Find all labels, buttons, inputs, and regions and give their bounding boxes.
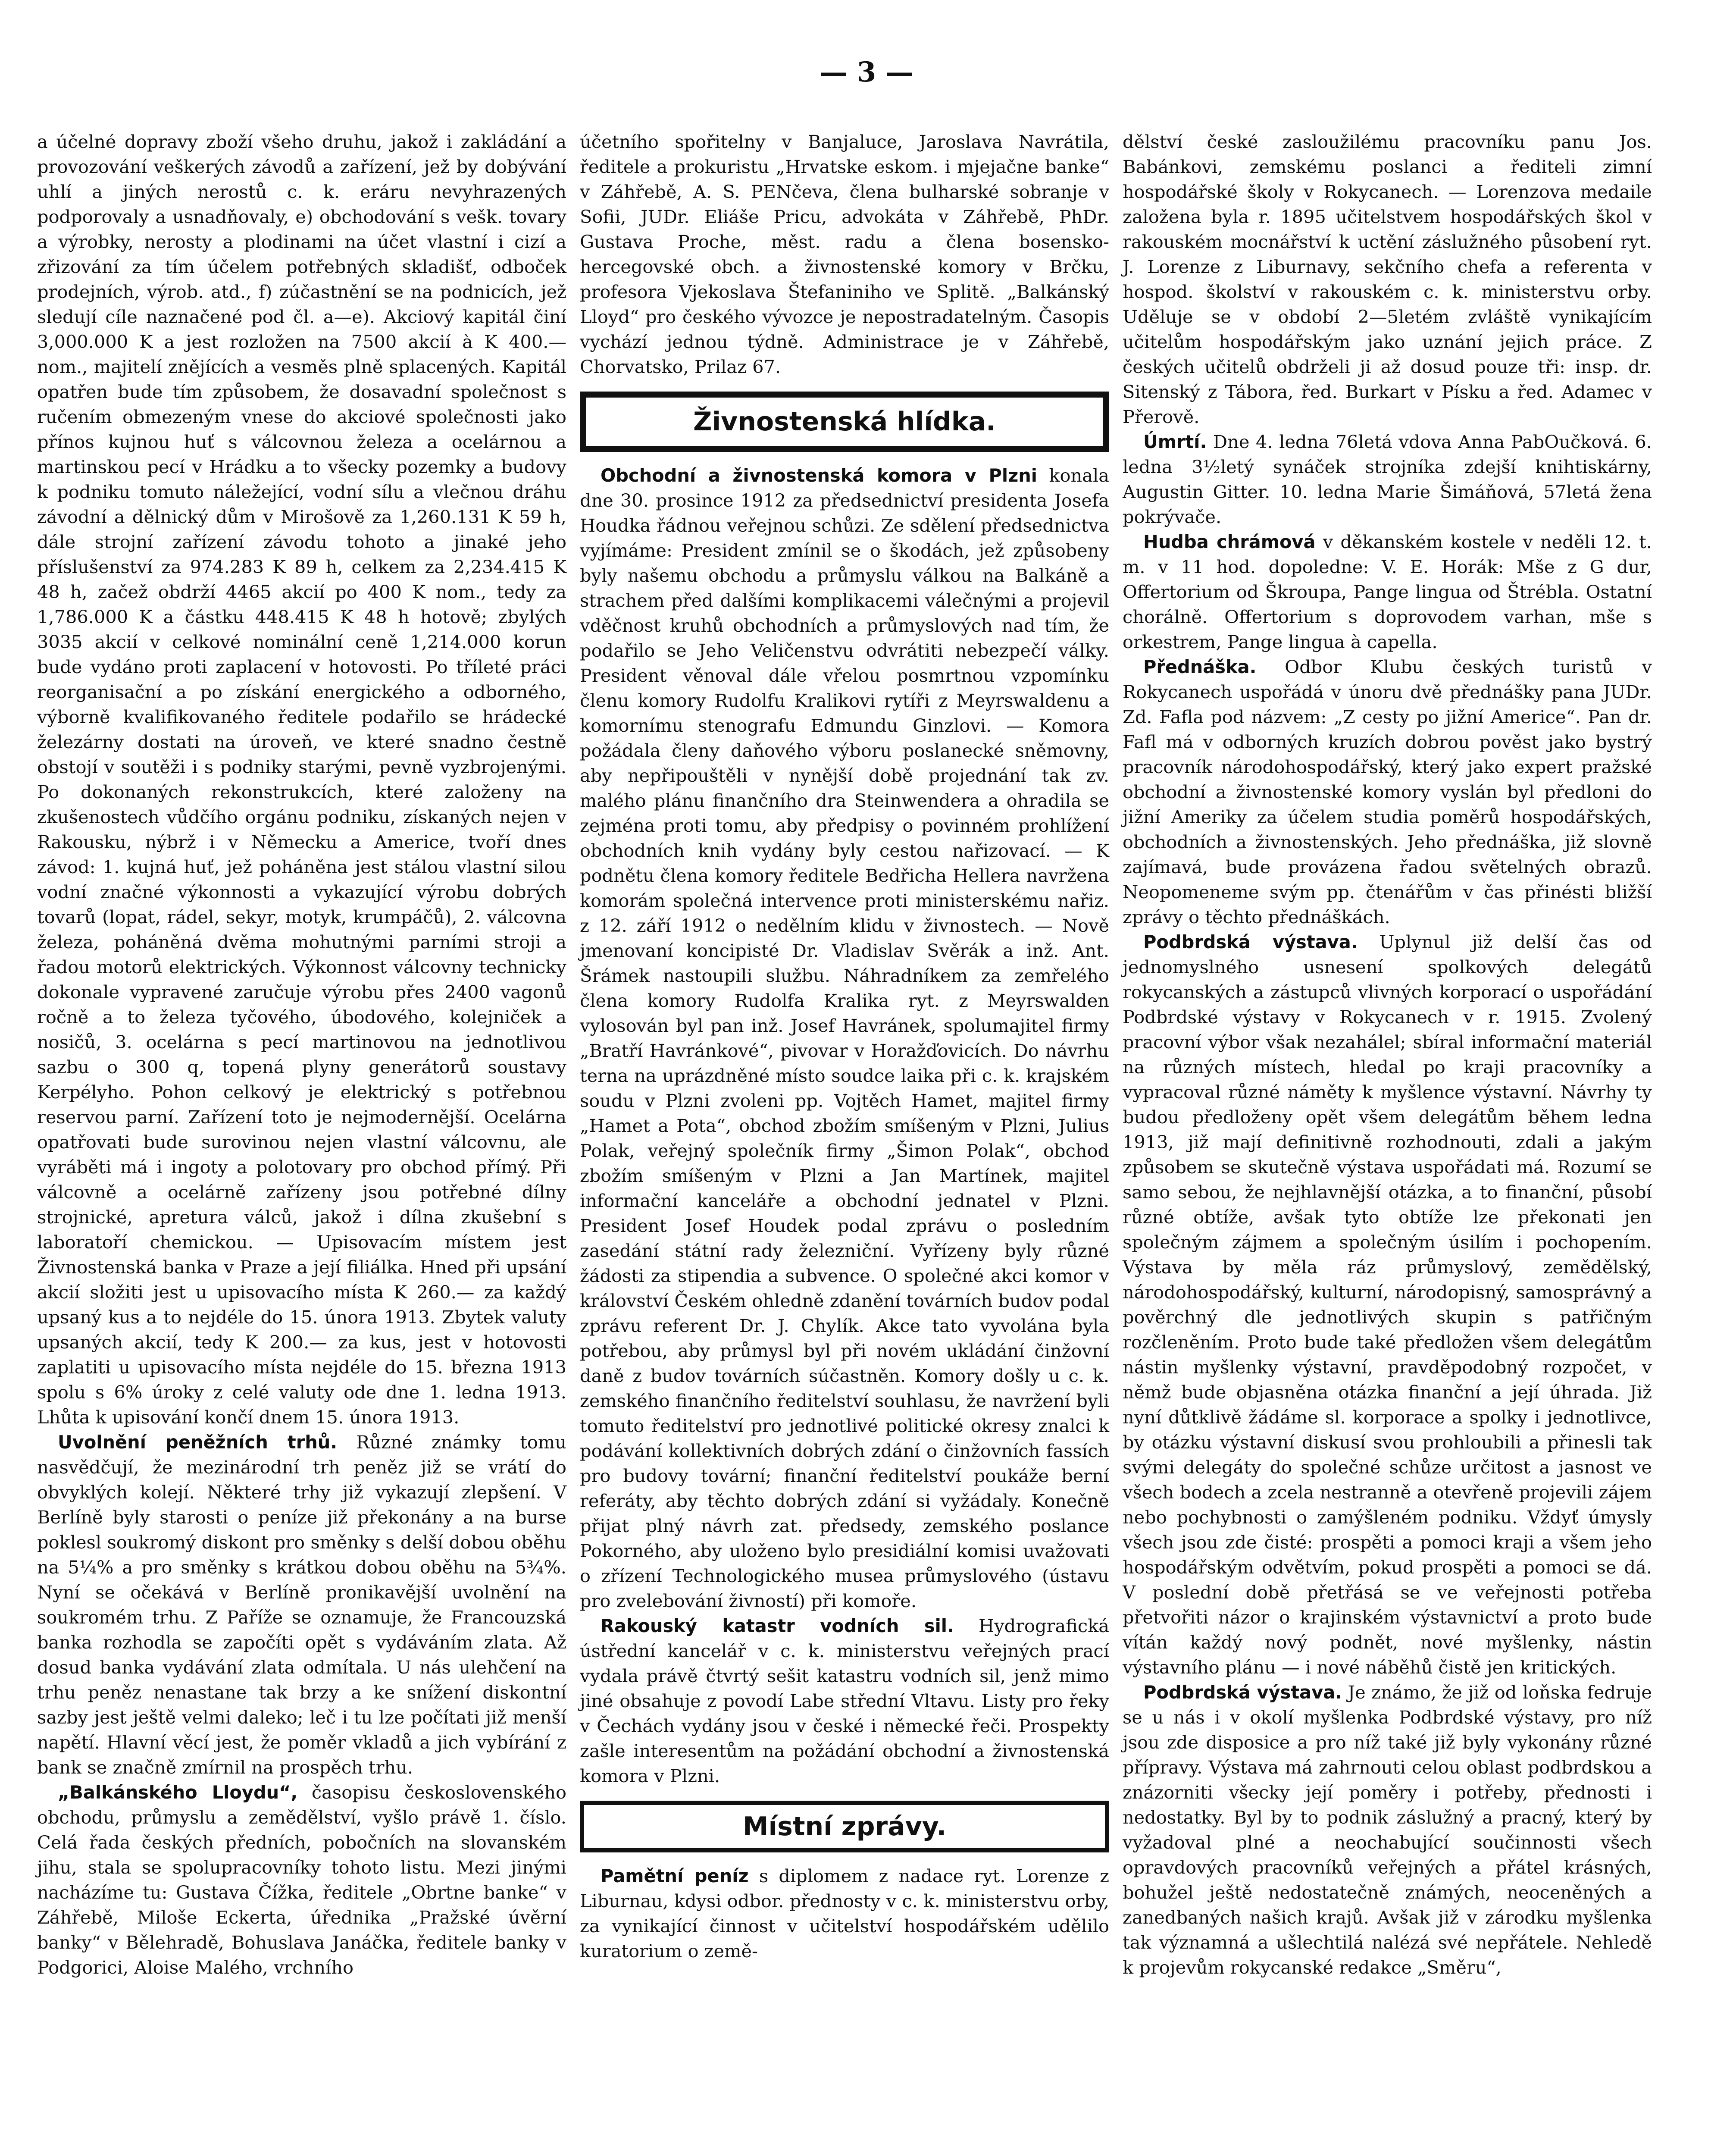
article-lead: Hudba chrámová — [1143, 531, 1316, 552]
article-paragraph — [1123, 930, 1652, 1680]
article-text: Hydrografická ústřední kancelář v c. k. ministerstvu veřejných prací vydala právě čtvrtý sešit katastru vodních sil, jenž mimo jiné obsahuje z povodí Labe střední Vltavu. Listy pro řeky v Čechách vydány jsou v české i německé řeči. Prospekty zašle interesentům na požádání obchodní a živnostenská komora v Plzni. — [580, 1615, 1109, 1786]
article-lead: Obchodní a živnostenská komora v Plzni — [601, 465, 1038, 486]
article-paragraph — [580, 1864, 1109, 1964]
article-paragraph: účetního spořitelny v Banjaluce, Jaroslava Navrátila, ředitele a prokuristu „Hrvatske eskom. i mjejačne banke“ v Záhřebě, A. S. PENčeva, člena bulharské sobranje v Sofii, JUDr. Eliáše Pricu, advokáta v Záhřebě, PhDr. Gustava Proche, měst. radu a člena bosensko-hercegovské obch. a živnostenské komory v Brčku, profesora Vjekoslava Štefaniniho ve Splitě. „Balkánský Lloyd“ pro českého vývozce je nepostradatelným. Časopis vychází jednou týdně. Administrace je v Záhřebě, Chorvatsko, Prilaz 67. — [580, 131, 1109, 377]
article-text: s diplomem z nadace ryt. Lorenze z Liburnau, kdysi odbor. přednosty v c. k. ministerstvu orby, za vynikající činnost v učitelství hospodářském udělilo kuratorium o země- — [580, 1865, 1109, 1962]
article-paragraph — [37, 1780, 566, 1980]
article-paragraph: a účelné dopravy zboží všeho druhu, jakož i zakládání a provozování veškerých závodů a zařízení, jež by dobývání uhlí a jiných nerostů c. k. eráru nevyhrazených podporovaly a usnadňovaly, e) obchodování s vešk. tovary a výrobky, nerosty a plodinami na účet vlastní i cizí a zřizování za tím účelem potřebných skladišť, odboček prodejních, výrob. atd., f) zúčastnění se na podnicích, jež sledují cíle naznačené pod čl. a—e). Akciový kapitál činí 3,000.000 K a jest rozložen na 7500 akcií à K 400.— nom., majitelí znějících a vesměs plně splacených. Kapitál opatřen bude tím způsobem, že dosavadní společnost s ručením obmezeným vnese do akciové společnosti jako přínos kujnou huť s válcovnou železa a ocelárnou a martinskou pecí v Hrádku a to všecky pozemky a budovy k podniku tomuto náležející, vodní sílu a vlečnou dráhu závodní a dělnický dům v Mirošově za 1,260.131 K 59 h, dále strojní zařízení závodu tohoto a jinaké jeho příslušenství za 974.283 K 89 h, celkem za 2,234.415 K 48 h, začež obdrží 4465 akcií po 400 K nom., tedy za 1,786.000 K a částku 448.415 K 48 h hotově; zbylých 3035 akcií v celkové nominální ceně 1,214.000 korun bude vydáno proti zaplacení v hotovosti. Po tříleté práci reorganisační a po získání energického a odborného, výborně kvalifikovaného ředitele podařilo se hrádecké železárny dostati na úroveň, ve které snadno čestně obstojí v soutěži i s podniky starými, pevně vyzbrojenými. Po dokonaných rekonstrukcích, které založeny na zkušenostech vůdčího orgánu podniku, získaných nejen v Rakousku, nýbrž i v Německu a Americe, tvoří dnes závod: 1. kujná huť, jež poháněna jest stálou vlastní silou vodní značné výkonnosti a vykazující výrobu dobrých tovarů (lopat, rádel, sekyr, motyk, krumpáčů), 2. válcovna železa, poháněná dvěma mohutnými parními stroji a řadou motorů elektrických. Výkonnost válcovny technicky dokonale vypravené zaručuje výrobu přes 2400 vagonů ročně a to železa tyčového, úbodového, kolejniček a nosičů, 3. ocelárna s pecí martinovou na jednotlivou sazbu o 300 q, topená plyny generátorů soustavy Kerpélyho. Pohon celkový je elektrický s potřebnou reservou parní. Zařízení toto je nejmodernější. Ocelárna opatřovati bude surovinou nejen vlastní válcovnu, ale vyráběti má i ingoty a polotovary pro obchod přímý. Při válcovně a ocelárně zařízeny jsou potřebné dílny strojnické, apretura válců, jakož i dílna zkušební s laboratoří chemickou. — Upisovacím místem jest Živnostenská banka v Praze a její filiálka. Hned při upsání akcií složiti jest u upisovacího místa K 260.— za každý upsaný kus a to nejdéle do 15. února 1913. Zbytek valuty upsaných akcií, tedy K 200.— za kus, jest v hotovosti zaplatiti u upisovacího místa nejdéle do 15. března 1913 spolu s 6% úroky z celé valuty ode dne 1. ledna 1913. Lhůta k upisování končí dnem 15. února 1913. — [37, 131, 566, 1428]
section-heading-zivnostenska-hlidka: Živnostenská hlídka. — [580, 392, 1109, 452]
article-text: Uplynul již delší čas od jednomyslného usnesení spolkových delegátů rokycanských a zástupců vlivných korporací o uspořádání Podbrdské výstavy v Rokycanech v r. 1915. Zvolený pracovní výbor však nezahálel; sbíral informační materiál na různých místech, hledal po kraji pracovníky a vypracoval různé náměty k myšlence výstavní. Návrhy ty budou předloženy opět všem delegátům během ledna 1913, již mají definitivně rozhodnouti, zdali a jakým způsobem se skutečně výstava uspořádati má. Rozumí se samo sebou, že nejhlavnější otázka, a to finanční, působí různé obtíže, avšak tyto obtíže lze překonati jen společným zájmem a společným úsilím i pochopením. Výstava by měla ráz průmyslový, zemědělský, národohospodářský, kulturní, národopisný, samosprávný a pověrchný dle jednotlivých skupin s patřičným rozčleněním. Proto bude také předložen všem delegátům nástin myšlenky výstavní, pravděpodobný rozpočet, v němž bude objasněna otázka finanční a její úhrada. Již nyní důtklivě žádáme sl. korporace a spolky i jednotlivce, by otázku výstavní diskusí svou prohloubili a přinesli tak svými delegáty do společné schůze určitost a jasnost ve všech bodech a zcela nestranně a otevřeně projevili zájem nebo pochybnosti o zamýšleném podniku. Vždyť úmysly všech jsou zde čisté: prospěti a pomoci kraji a všem jeho hospodářským odvětvím, pokud prospěti a pomoci se dá. V poslední době přetřásá se ve veřejnosti potřeba přetvořiti názor o krajinském výstavnictví a proto bude vítán každý nový podnět, nové myšlenky, nástin výstavního plánu — i nové náběhů čistě jen kritických. — [1123, 931, 1652, 1678]
article-text: Je známo, že již od loňska fedruje se u nás i v okolí myšlenka Podbrdské výstavy, pro níž jsou zde disposice a pro níž také již byly vykonány různé přípravy. Výstava má zahrnouti celou oblast podbrdskou a znázorniti všecky její poměry i potřeby, přednosti i nedostatky. Byl by to podnik záslužný a pracný, který by vyžadoval plné a neochabující součinnosti všech opravdových pracovníků veřejných a přátel krásných, bohužel ještě nedostatečně známých, neoceněných a zanedbaných našich krajů. Avšak již v zárodku myšlenka tak významná a ušlechtilá nalézá své nepřátele. Nehledě k projevům rokycanské redakce „Směru“, — [1123, 1682, 1652, 1978]
article-paragraph — [580, 1614, 1109, 1789]
article-paragraph — [37, 1430, 566, 1780]
article-lead: Podbrdská výstava. — [1143, 931, 1358, 953]
article-paragraph — [1123, 530, 1652, 655]
column-2 — [580, 129, 1109, 1964]
article-paragraph — [580, 463, 1109, 1614]
article-text: Odbor Klubu českých turistů v Rokycanech uspořádá v únoru dvě přednášky pana JUDr. Zd. Fafla pod názvem: „Z cesty po jižní Americe“. Pan dr. Fafl má v odborných kruzích dobrou pověst jako bystrý pracovník národohospodářský, který jako expert pražské obchodní a živnostenské komory vyslán byl předloni do jižní Ameriky za účelem studia poměrů hospodářských, obchodních a živnostenských. Jeho přednáška, již slovně zajímavá, bude provázena řadou světelných obrazů. Neopomeneme svým pp. čtenářům v čas přinésti bližší zprávy o těchto přednáškách. — [1123, 656, 1652, 928]
article-text: časopisu československého obchodu, průmyslu a zemědělství, vyšlo právě 1. číslo. Celá řada českých předních, pobočních na slovanském jihu, stala se spolupracovníky tohoto listu. Mezi jinými nacházíme tu: Gustava Čížka, ředitele „Obrtne banke“ v Záhřebě, Miloše Eckerta, úřednika „Pražské úvěrní banky“ v Bělehradě, Bohuslava Janáčka, ředitele banky v Podgorici, Aloise Malého, vrchního — [37, 1782, 566, 1978]
article-lead: Pamětní peníz — [601, 1865, 749, 1887]
section-heading-mistni-zpravy: Místní zprávy. — [580, 1801, 1109, 1852]
page-number: — 3 — — [820, 56, 913, 88]
article-paragraph — [1123, 1680, 1652, 1980]
article-text: Dne 4. ledna 76letá vdova Anna PabOučková. 6. ledna 3½letý synáček strojníka zdejší knihtiskárny, Augustin Gitter. 10. ledna Marie Šimáňová, 57letá žena pokrývače. — [1123, 431, 1652, 527]
article-paragraph: dělství české zasloužilému pracovníku panu Jos. Babánkovi, zemskému poslanci a řediteli zimní hospodářské školy v Rokycanech. — Lorenzova medaile založena byla r. 1895 učitelstvem hospodářských škol v rakouském mocnářství k uctění záslužného působení ryt. J. Lorenze z Liburnavy, sekčního chefa a referenta v hospod. školství v rakouském c. k. ministerstvu orby. Uděluje se v období 2—5letém zvláště vynikajícím učitelům hospodářským jako uznání jejich práce. Z českých učitelů obdrželi ji až dosud pouze tři: insp. dr. Sitenský z Tábora, řed. Burkart v Písku a řed. Adamec v Přerově. — [1123, 131, 1652, 427]
article-paragraph — [1123, 429, 1652, 530]
article-paragraph — [1123, 655, 1652, 930]
article-text: konala dne 30. prosince 1912 za předsednictví presidenta Josefa Houdka řádnou veřejnou schůzi. Ze sdělení předsednictva vyjímáme: President zmínil se o škodách, jež způsobeny byly našemu obchodu a průmyslu válkou na Balkáně a strachem před dalšími komplikacemi válečnými a projevil vděčnost kruhů obchodních a průmyslových nad tím, že podařilo se Jeho Veličenstvu odvrátiti nebezpečí války. President věnoval dále vřelou posmrtnou vzpomínku členu komory Rudolfu Kralikovi rytíři z Meyrswaldenu a komornímu stenografu Edmundu Ginzlovi. — Komora požádala členy daňového výboru poslanecké sněmovny, aby nepřipouštěli v nynější době projednání tak zv. malého plánu finančního dra Steinwendera a ohradila se zejména proti tomu, aby předpisy o povinném prohlížení obchodních knih vydány byly cestou nařizovací. — K podnětu člena komory ředitele Bedřicha Hellera navržena komorám společná intervence proti ministerskému nařiz. z 12. září 1912 o nedělním klidu v živnostech. — Nově jmenovaní koncipisté Dr. Vladislav Svěrák a inž. Ant. Šrámek nastoupili službu. Náhradníkem za zemřelého člena komory Rudolfa Kralika ryt. z Meyrswalden vylosován byl pan inž. Josef Havránek, spolumajitel firmy „Bratří Havránkové“, pivovar v Horažďovicích. Do návrhu terna na uprázdněné místo soudce laika při c. k. krajském soudu v Plzni zvoleni pp. Vojtěch Hamet, majitel firmy „Hamet a Pota“, obchod zbožím smíšeným v Plzni, Julius Polak, veřejný společník firmy „Šimon Polak“, obchod zbožím smíšeným v Plzni a Jan Martínek, majitel informační kanceláře a obchodní jednatel v Plzni. President Josef Houdek podal zprávu o posledním zasedání státní rady železniční. Vyřízeny byly různé žádosti za stipendia a subvence. O společné akci komor v království Českém ohledně zdanění továrních budov podal zprávu referent Dr. J. Chylík. Akce tato vyvolána byla potřebou, aby průmysl byl při novém ukládání činžovní daně z budov továrních súčastněn. Komory došly u c. k. zemského finančního ředitelství souhlasu, že navržení byli tomuto ředitelství pro jednotlivé politické okresy znalci k podávání kollektivních dobrých zdání o činžovních fassích pro budovy tovární; finanční ředitelství poukáže berní referáty, aby těchto dobrých zdání si vyžádaly. Konečně přijat plný návrh zat. předsedy, zemského poslance Pokorného, aby uloženo bylo presidiální komisi uvažovati o zřízení Technologického musea průmyslového (ústavu pro zvelebování živností) při komoře. — [580, 465, 1109, 1611]
article-text: v děkanském kostele v neděli 12. t. m. v 11 hod. dopoledne: V. E. Horák: Mše z G dur, Offertorium od Škroupa, Pange lingua od Štrébla. Ostatní chorálně. Offertorium s doprovodem varhan, mše s orkestrem, Pange lingua à capella. — [1123, 531, 1652, 652]
column-3 — [1123, 129, 1652, 1980]
article-lead: „Balkánského Lloydu“, — [58, 1782, 298, 1803]
article-lead: Podbrdská výstava. — [1143, 1682, 1342, 1703]
article-lead: Úmrtí. — [1143, 431, 1207, 452]
article-lead: Uvolnění peněžních trhů. — [58, 1432, 338, 1453]
column-1 — [37, 129, 566, 1980]
article-text: Různé známky tomu nasvědčují, že mezinárodní trh peněz již se vrátí do obvyklých kolejí. Některé trhy již vykazují zlepšení. V Berlíně byly starosti o peníze již překonány a na burse poklesl soukromý diskont pro směnky s delší dobou oběhu na 5¼% a pro směnky s krátkou dobou oběhu na 5¾%. Nyní se očekává v Berlíně pronikavější uvolnění na soukromém trhu. Z Paříže se oznamuje, že Francouzská banka rozhodla se započíti opět s vydáváním zlata. Až dosud banka vydávání zlata odmítala. U nás ulehčení na trhu peněz nenastane tak brzy a ke snížení diskontní sazby jest ještě velmi daleko; leč i tu lze počítati již menší napětí. Hlavní věcí jest, že poměr vkladů a jich vybírání z bank se značně zmírnil na prospěch trhu. — [37, 1432, 566, 1778]
article-lead: Rakouský katastr vodních sil. — [601, 1615, 954, 1636]
article-lead: Přednáška. — [1143, 656, 1257, 677]
